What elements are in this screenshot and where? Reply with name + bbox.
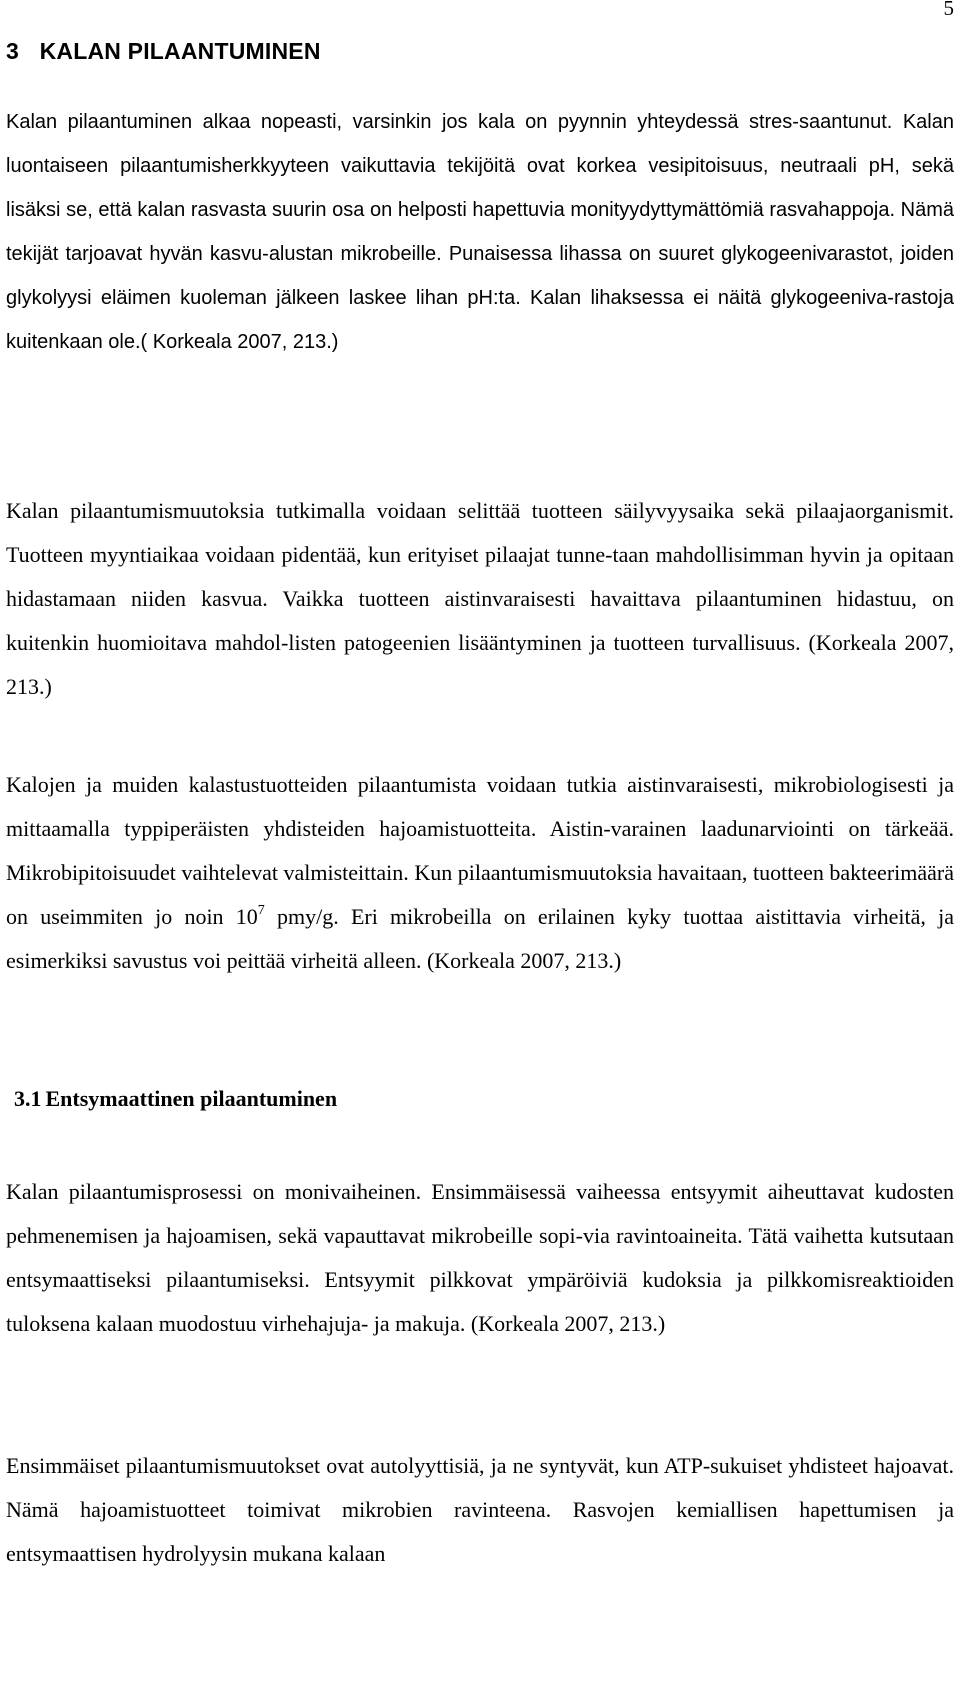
- subsection-heading: [14, 1086, 337, 1112]
- section-title: KALAN PILAANTUMINEN: [39, 38, 321, 64]
- paragraph-3-text-a: Kalojen ja muiden kalastustuotteiden pilaantumista voidaan tutkia aistinvaraisesti, mikrobiologisesti ja mittaamalla typpiperäisten yhdisteiden hajoamistuotteita. Aistin-varainen laadunarviointi on tärkeää. Mikrobipitoisuudet vaihtelevat valmisteittain. Kun pilaantumismuutoksia havaitaan, tuotteen bakteerimäärä on useimmiten jo noin 10: [6, 772, 954, 929]
- paragraph-3: [6, 763, 954, 983]
- paragraph-5: Ensimmäiset pilaantumismuutokset ovat autolyyttisiä, ja ne syntyvät, kun ATP-sukuiset yhdisteet hajoavat. Nämä hajoamistuotteet toimivat mikrobien ravinteena. Rasvojen kemiallisen hapettumisen ja entsymaattisen hydrolyysin mukana kalaan: [6, 1453, 954, 1566]
- page-number: 5: [943, 0, 954, 20]
- exponent: 7: [257, 903, 265, 918]
- paragraph-3-text-b: pmy/g. Eri mikrobeilla on erilainen kyky tuottaa aistittavia virheitä, ja esimerkiksi savustus voi peittää virheitä alleen. (Korkeala 2007, 213.): [6, 904, 954, 973]
- subsection-number: 3.1: [14, 1086, 42, 1111]
- paragraph-4: Kalan pilaantumisprosessi on monivaiheinen. Ensimmäisessä vaiheessa entsyymit aiheuttavat kudosten pehmenemisen ja hajoamisen, sekä vapauttavat mikrobeille sopi-via ravintoaineita. Tätä vaihetta kutsutaan entsymaattiseksi pilaantumiseksi. Entsyymit pilkkovat ympäröiviä kudoksia ja pilkkomisreaktioiden tuloksena kalaan muodostuu virhehajuja- ja makuja. (Korkeala 2007, 213.): [6, 1179, 954, 1336]
- section-heading: [6, 38, 321, 65]
- section-number: 3: [6, 38, 19, 64]
- subsection-title: Entsymaattinen pilaantuminen: [45, 1086, 338, 1111]
- paragraph-2: Kalan pilaantumismuutoksia tutkimalla voidaan selittää tuotteen säilyvyysaika sekä pilaajaorganismit. Tuotteen myyntiaikaa voidaan pidentää, kun erityiset pilaajat tunne-taan mahdollisimman hyvin ja opitaan hidastamaan niiden kasvua. Vaikka tuotteen aistinvaraisesti havaittava pilaantuminen hidastuu, on kuitenkin huomioitava mahdol-listen patogeenien lisääntyminen ja tuotteen turvallisuus. (Korkeala 2007, 213.): [6, 498, 954, 699]
- paragraph-1: Kalan pilaantuminen alkaa nopeasti, varsinkin jos kala on pyynnin yhteydessä stres-saantunut. Kalan luontaiseen pilaantumisherkkyyteen vaikuttavia tekijöitä ovat korkea vesipitoisuus, neutraali pH, sekä lisäksi se, että kalan rasvasta suurin osa on helposti hapettuvia monityydyttymättömiä rasvahappoja. Nämä tekijät tarjoavat hyvän kasvu-alustan mikrobeille. Punaisessa lihassa on suuret glykogeenivarastot, joiden glykolyysi eläimen kuoleman jälkeen laskee lihan pH:ta. Kalan lihaksessa ei näitä glykogeeniva-rastoja kuitenkaan ole.( Korkeala 2007, 213.): [6, 111, 954, 353]
